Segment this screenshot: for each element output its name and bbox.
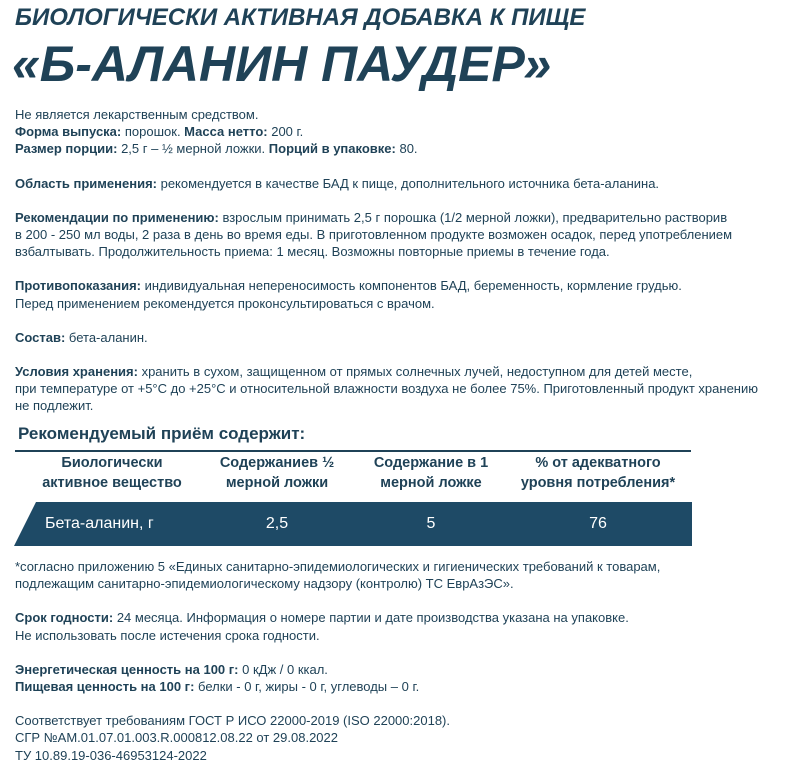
mass-value: 200 г. (267, 124, 304, 140)
energy-text: 0 кДж / 0 ккал. (238, 661, 328, 677)
composition-label: Состав: (15, 329, 66, 345)
area-line (15, 175, 780, 192)
header-one-line2: мерной ложке (380, 475, 482, 491)
portion-line (15, 140, 780, 157)
portions-label: Порций в упаковке: (265, 141, 396, 157)
table-header-divider (15, 450, 691, 452)
nutrition-label: Пищевая ценность на 100 г: (15, 679, 195, 695)
portions-value: 80. (395, 141, 418, 157)
form-line (15, 123, 780, 140)
header-half-line2: мерной ложки (225, 475, 329, 491)
reco-line-1 (15, 209, 780, 226)
header-half-line1: Содержаниев ½ (219, 455, 335, 471)
nutrition-line (15, 678, 780, 695)
header-percent-line2: уровня потребления* (520, 475, 676, 491)
storage-text-1: хранить в сухом, защищенном от прямых солнечных лучей, недоступном для детей месте, (137, 364, 693, 380)
header-substance-line2: активное вещество (42, 475, 182, 491)
header-percent-line1: % от адекватного (535, 455, 661, 471)
shelf-line-1 (15, 609, 780, 626)
shelf-line-2: Не использовать после истечения срока годности. (15, 627, 320, 643)
reco-line-2: в 200 - 250 мл воды, 2 раза в день во время еды. В приготовленном продукте возможен осадок, перед употреблением (15, 227, 733, 243)
composition-text: бета-аланин. (65, 329, 148, 345)
label-body (15, 106, 780, 415)
row-percent-value: 76 (589, 515, 607, 532)
composition-line (15, 329, 780, 346)
label-subtitle: БИОЛОГИЧЕСКИ АКТИВНАЯ ДОБАВКА К ПИЩЕ (15, 4, 586, 31)
storage-line-3: не подлежит. (15, 398, 94, 414)
row-one-value: 5 (426, 515, 436, 532)
storage-label: Условия хранения: (15, 364, 138, 380)
area-text: рекомендуется в качестве БАД к пище, дополнительного источника бета-аланина. (156, 175, 660, 191)
contra-text-1: индивидуальная непереносимость компонентов БАД, беременность, кормление грудью. (141, 278, 682, 294)
product-title: «Б-АЛАНИН ПАУДЕР» (12, 36, 552, 92)
reco-text-1: взрослым принимать 2,5 г порошка (1/2 мерной ложки), предварительно растворив (218, 209, 728, 225)
form-label: Форма выпуска: (15, 124, 122, 140)
storage-line-1 (15, 363, 780, 380)
energy-label: Энергетическая ценность на 100 г: (15, 661, 239, 677)
not-drug-text: Не является лекарственным средством. (15, 107, 259, 122)
form-value: порошок. (121, 124, 181, 140)
label-footer (15, 558, 780, 764)
mass-label: Масса нетто: (180, 124, 268, 140)
storage-line-2: при температуре от +5°С до +25°С и относительной влажности воздуха не более 75%. Приготовленный продукт хранению (15, 381, 758, 397)
area-label: Область применения: (15, 175, 157, 191)
nutrition-text: белки - 0 г, жиры - 0 г, углеводы – 0 г. (194, 679, 420, 695)
table-header-one-spoon (356, 453, 506, 493)
tu-line: ТУ 10.89.19-036-46953124-2022 (15, 747, 207, 763)
portion-label: Размер порции: (15, 141, 118, 157)
shelf-label: Срок годности: (15, 610, 114, 626)
note-line-2: подлежащим санитарно-эпидемиологическому надзору (контролю) ТС ЕврАзЭС». (15, 576, 514, 592)
reco-label: Рекомендации по применению: (15, 209, 219, 225)
reco-line-3: взбалтывать. Продолжительность приема: 1 месяц. Возможны повторные приемы в течение года. (15, 244, 610, 260)
table-title: Рекомендуемый приём содержит: (18, 424, 306, 443)
sgr-line: СГР №AM.01.07.01.003.R.000812.08.22 от 29.08.2022 (15, 730, 338, 746)
contra-label: Противопоказания: (15, 278, 141, 294)
contra-line-1 (15, 277, 780, 294)
table-header-substance (22, 453, 202, 493)
table-header-half-spoon (202, 453, 352, 493)
header-one-line1: Содержание в 1 (373, 455, 489, 471)
contra-line-2: Перед применением рекомендуется проконсультироваться с врачом. (15, 295, 435, 311)
gost-line: Соответствует требованиям ГОСТ Р ИСО 22000-2019 (ISO 22000:2018). (15, 713, 450, 729)
row-half-value: 2,5 (265, 515, 289, 532)
shelf-text: 24 месяца. Информация о номере партии и дате производства указана на упаковке. (113, 610, 629, 626)
portion-value: 2,5 г – ½ мерной ложки. (117, 141, 266, 157)
header-substance-line1: Биологически (61, 455, 163, 471)
note-line-1: *согласно приложению 5 «Единых санитарно-эпидемиологических и гигиенических требований к товарам, (15, 559, 661, 574)
energy-line (15, 661, 780, 678)
row-substance: Бета-аланин, г (45, 515, 154, 532)
table-header-percent (506, 453, 690, 493)
